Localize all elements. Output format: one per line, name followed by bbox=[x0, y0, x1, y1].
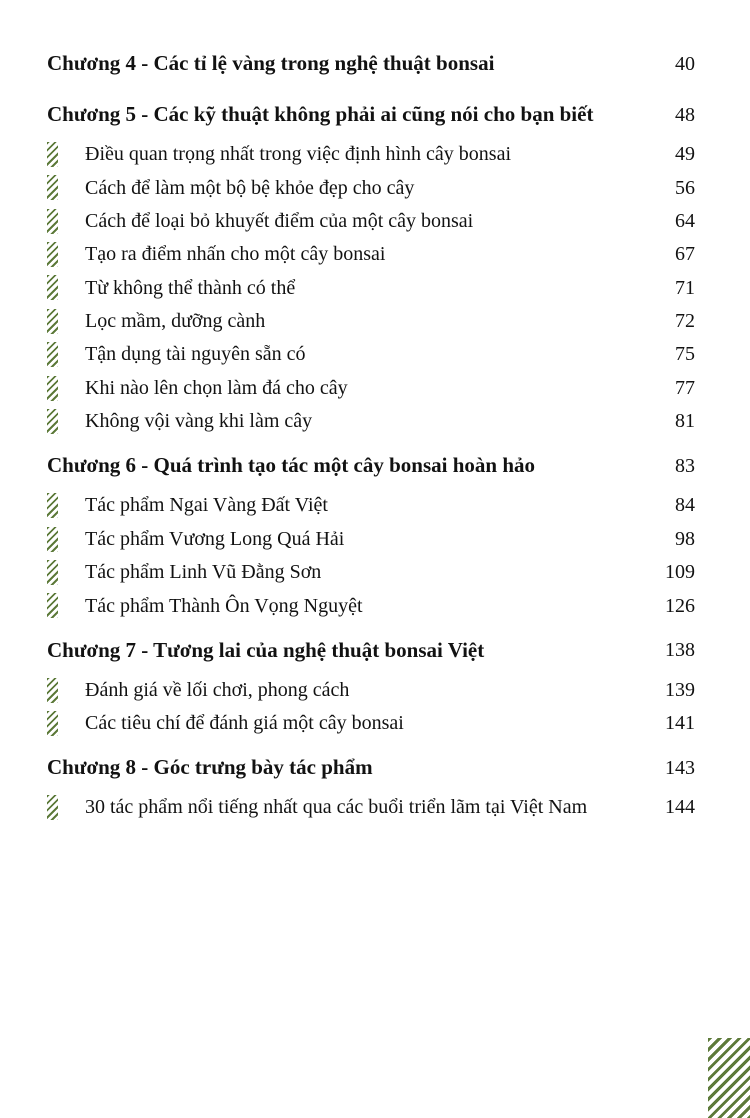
toc-item-page-number: 49 bbox=[675, 143, 695, 166]
toc-item-row bbox=[47, 589, 695, 622]
toc-item-page-number: 71 bbox=[675, 276, 695, 299]
diagonal-stripe-marker-icon bbox=[47, 795, 58, 820]
chapter-title: Chương 7 - Tương lai của nghệ thuật bonsai Việt bbox=[47, 637, 485, 662]
diagonal-stripe-marker-icon bbox=[47, 593, 58, 618]
chapter-title: Chương 6 - Quá trình tạo tác một cây bonsai hoàn hảo bbox=[47, 453, 536, 478]
toc-item-page-number: 84 bbox=[675, 494, 695, 517]
toc-item-row bbox=[47, 405, 695, 438]
toc-item-page-number: 144 bbox=[665, 796, 695, 819]
chapter-items bbox=[47, 489, 695, 623]
toc-section bbox=[47, 91, 695, 438]
toc-item-label: Không vội vàng khi làm cây bbox=[85, 410, 313, 433]
chapter-row bbox=[47, 40, 695, 87]
toc-item-page-number: 64 bbox=[675, 209, 695, 232]
toc-item-row bbox=[47, 204, 695, 237]
toc-item-row bbox=[47, 556, 695, 589]
diagonal-stripe-marker-icon bbox=[47, 711, 58, 736]
chapter-page-number: 83 bbox=[675, 454, 695, 477]
toc-item-label: Các tiêu chí để đánh giá một cây bonsai bbox=[85, 712, 404, 735]
chapter-page-number: 48 bbox=[675, 103, 695, 126]
toc-list bbox=[47, 40, 695, 824]
toc-item-label: Cách để làm một bộ bệ khỏe đẹp cho cây bbox=[85, 176, 415, 199]
toc-item-page-number: 139 bbox=[665, 678, 695, 701]
diagonal-stripe-marker-icon bbox=[47, 342, 58, 367]
chapter-items bbox=[47, 138, 695, 439]
diagonal-stripe-marker-icon bbox=[47, 142, 58, 167]
toc-item-label: Tác phẩm Vương Long Quá Hải bbox=[85, 527, 345, 550]
toc-item-label: Khi nào lên chọn làm đá cho cây bbox=[85, 376, 348, 399]
toc-item-page-number: 67 bbox=[675, 243, 695, 266]
toc-item-row bbox=[47, 338, 695, 371]
toc-item-row bbox=[47, 522, 695, 555]
toc-item-row bbox=[47, 673, 695, 706]
toc-item-label: 30 tác phẩm nổi tiếng nhất qua các buổi triển lãm tại Việt Nam bbox=[85, 796, 588, 819]
toc-item-label: Đánh giá về lối chơi, phong cách bbox=[85, 678, 350, 701]
toc-item-label: Điều quan trọng nhất trong việc định hình cây bonsai bbox=[85, 143, 512, 166]
toc-item-page-number: 126 bbox=[665, 594, 695, 617]
toc-item-label: Tác phẩm Linh Vũ Đằng Sơn bbox=[85, 561, 322, 584]
diagonal-stripe-marker-icon bbox=[47, 309, 58, 334]
toc-item-page-number: 75 bbox=[675, 343, 695, 366]
chapter-title: Chương 5 - Các kỹ thuật không phải ai cũng nói cho bạn biết bbox=[47, 101, 594, 126]
toc-section bbox=[47, 40, 695, 87]
chapter-row bbox=[47, 627, 695, 674]
toc-item-label: Tận dụng tài nguyên sẵn có bbox=[85, 343, 306, 366]
toc-item-label: Tác phẩm Thành Ôn Vọng Nguyệt bbox=[85, 594, 363, 617]
toc-item-label: Lọc mầm, dưỡng cành bbox=[85, 310, 266, 333]
toc-item-row bbox=[47, 489, 695, 522]
diagonal-stripe-marker-icon bbox=[47, 527, 58, 552]
diagonal-stripe-marker-icon bbox=[47, 209, 58, 234]
diagonal-stripe-marker-icon bbox=[47, 175, 58, 200]
toc-item-page-number: 77 bbox=[675, 376, 695, 399]
toc-item-page-number: 56 bbox=[675, 176, 695, 199]
diagonal-stripe-marker-icon bbox=[47, 242, 58, 267]
toc-item-page-number: 81 bbox=[675, 410, 695, 433]
toc-item-label: Cách để loại bỏ khuyết điểm của một cây bonsai bbox=[85, 209, 474, 232]
toc-item-row bbox=[47, 138, 695, 171]
chapter-page-number: 143 bbox=[665, 756, 695, 779]
chapter-row bbox=[47, 744, 695, 791]
diagonal-stripe-marker-icon bbox=[47, 678, 58, 703]
chapter-title: Chương 4 - Các tỉ lệ vàng trong nghệ thuật bonsai bbox=[47, 51, 495, 75]
toc-item-page-number: 98 bbox=[675, 527, 695, 550]
toc-item-row bbox=[47, 791, 695, 824]
toc-item-row bbox=[47, 238, 695, 271]
toc-item-row bbox=[47, 371, 695, 404]
toc-item-label: Từ không thể thành có thể bbox=[85, 276, 296, 299]
toc-section bbox=[47, 627, 695, 741]
diagonal-stripe-marker-icon bbox=[47, 376, 58, 401]
diagonal-stripe-marker-icon bbox=[47, 409, 58, 434]
chapter-title: Chương 8 - Góc trưng bày tác phẩm bbox=[47, 755, 373, 780]
chapter-page-number: 40 bbox=[675, 52, 695, 75]
chapter-row bbox=[47, 442, 695, 489]
diagonal-stripe-marker-icon bbox=[47, 560, 58, 585]
chapter-items bbox=[47, 673, 695, 740]
toc-item-label: Tác phẩm Ngai Vàng Đất Việt bbox=[85, 494, 328, 517]
toc-section bbox=[47, 744, 695, 824]
toc-item-page-number: 141 bbox=[665, 712, 695, 735]
toc-item-page-number: 72 bbox=[675, 310, 695, 333]
chapter-page-number: 138 bbox=[665, 639, 695, 662]
toc-section bbox=[47, 442, 695, 622]
corner-stripe-decoration bbox=[708, 1038, 750, 1118]
diagonal-stripe-marker-icon bbox=[47, 275, 58, 300]
toc-item-label: Tạo ra điểm nhấn cho một cây bonsai bbox=[85, 243, 386, 266]
diagonal-stripe-marker-icon bbox=[47, 493, 58, 518]
toc-item-page-number: 109 bbox=[665, 561, 695, 584]
toc-item-row bbox=[47, 171, 695, 204]
toc-item-row bbox=[47, 305, 695, 338]
toc-item-row bbox=[47, 271, 695, 304]
toc-item-row bbox=[47, 707, 695, 740]
chapter-row bbox=[47, 91, 695, 138]
chapter-items bbox=[47, 791, 695, 824]
